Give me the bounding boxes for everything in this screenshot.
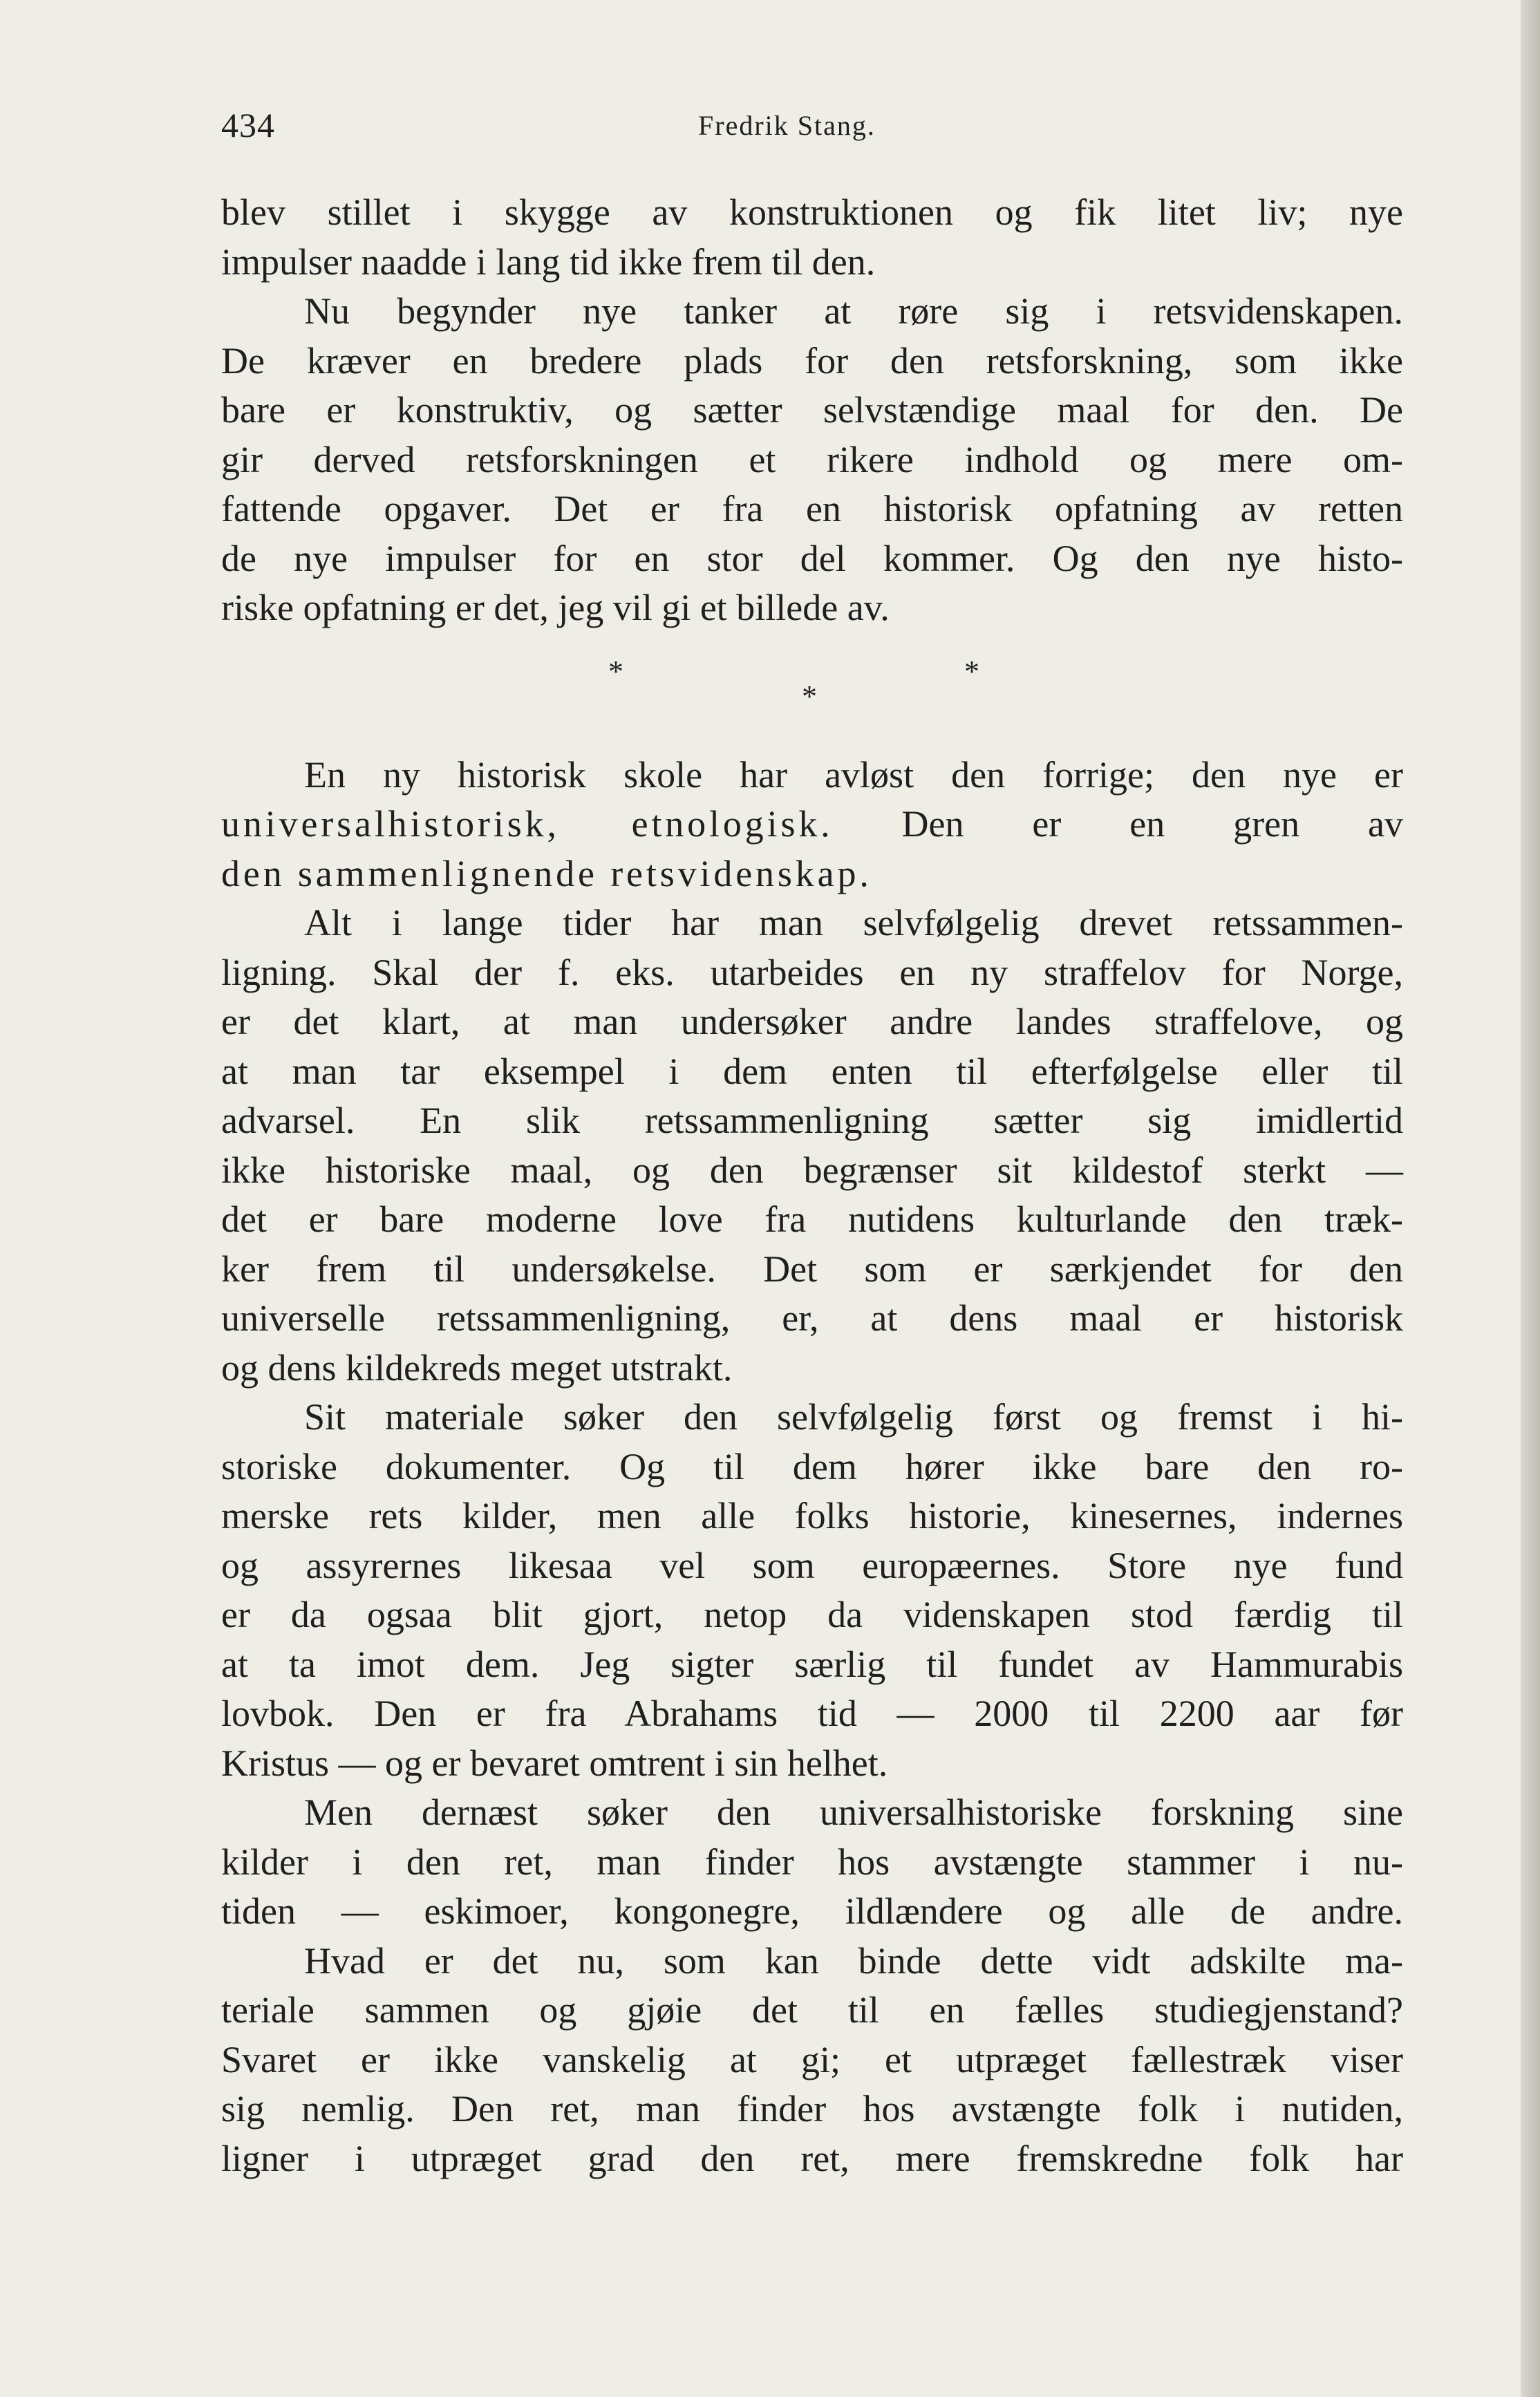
text-line: Hvad er det nu, som kan binde dette vidt adskilte ma- <box>304 1939 1403 1982</box>
text-line: ikke historiske maal, og den begrænser sit kildestof sterkt — <box>221 1149 1403 1191</box>
asterisk-center: * <box>802 679 817 713</box>
text-line: gir derved retsforskningen et rikere indhold og mere om- <box>221 438 1403 480</box>
text-line: Svaret er ikke vanskelig at gi; et utpræget fællestræk viser <box>221 2038 1403 2080</box>
text-line: at ta imot dem. Jeg sigter særlig til fundet av Hammurabis <box>221 1643 1403 1685</box>
text-line: Men dernæst søker den universalhistoriske forskning sine <box>304 1792 1403 1833</box>
text-line: lovbok. Den er fra Abrahams tid — 2000 til 2200 aar før <box>221 1693 1403 1734</box>
text-line: De kræver en bredere plads for den retsforskning, som ikke <box>221 339 1403 382</box>
paragraph-1 <box>221 188 1403 287</box>
text-line: ligner i utpræget grad den ret, mere fremskredne folk har <box>221 2137 1403 2179</box>
text-line: og dens kildekreds meget utstrakt. <box>221 1346 733 1389</box>
text-line: det er bare moderne love fra nutidens kulturlande den træk- <box>221 1198 1403 1240</box>
text-line: storiske dokumenter. Og til dem hører ikke bare den ro- <box>221 1445 1403 1487</box>
text-line: blev stillet i skygge av konstruktionen og fik litet liv; nye <box>221 191 1403 233</box>
text-line: bare er konstruktiv, og sætter selvstændige maal for den. De <box>221 389 1403 431</box>
page-header <box>221 105 1403 160</box>
text-line: teriale sammen og gjøie det til en fælles studiegjenstand? <box>221 1989 1403 2031</box>
text-line: merske rets kilder, men alle folks historie, kinesernes, indernes <box>221 1495 1403 1536</box>
text-line: er det klart, at man undersøker andre landes straffelove, og <box>221 1001 1403 1042</box>
text-line: og assyrernes likesaa vel som europæernes. Store nye fund <box>221 1544 1403 1586</box>
text-segment: Den er en gren av <box>901 803 1403 845</box>
text-line: advarsel. En slik retssammenligning sætter sig imidlertid <box>221 1100 1403 1141</box>
text-line: En ny historisk skole har avløst den forrige; den nye er <box>304 753 1403 796</box>
text-line: sig nemlig. Den ret, man finder hos avstængte folk i nutiden, <box>221 2088 1403 2130</box>
text-line: at man tar eksempel i dem enten til efterfølgelse eller til <box>221 1050 1403 1092</box>
emphasized-text: den sammenlignende retsvidenskap <box>221 852 860 894</box>
text-line: Sit materiale søker den selvfølgelig først og fremst i hi- <box>304 1396 1403 1438</box>
paragraph-6 <box>221 1788 1403 1937</box>
text-line <box>221 800 1403 849</box>
text-line: Nu begynder nye tanker at røre sig i retsvidenskapen. <box>304 290 1403 332</box>
text-line: impulser naadde i lang tid ikke frem til den. <box>221 241 876 283</box>
paragraph-3 <box>221 751 1403 899</box>
body-text <box>221 188 1403 2183</box>
asterisk-right: * <box>964 654 979 688</box>
paragraph-7 <box>221 1937 1403 2184</box>
text-line: ker frem til undersøkelse. Det som er særkjendet for den <box>221 1248 1403 1290</box>
text-line: riske opfatning er det, jeg vil gi et billede av. <box>221 587 890 628</box>
text-line: Alt i lange tider har man selvfølgelig drevet retssammen- <box>304 902 1403 943</box>
text-line: er da ogsaa blit gjort, netop da videnskapen stod færdig til <box>221 1594 1403 1635</box>
section-separator <box>221 633 1403 751</box>
page-edge <box>1521 0 1540 2397</box>
text-line: ligning. Skal der f. eks. utarbeides en ny straffelov for Norge, <box>221 951 1403 993</box>
text-line: Kristus — og er bevaret omtrent i sin helhet. <box>221 1742 888 1784</box>
text-line: de nye impulser for en stor del kommer. Og den nye histo- <box>221 537 1403 579</box>
running-head: Fredrik Stang. <box>698 110 876 141</box>
text-segment: . <box>859 852 869 894</box>
text-line: tiden — eskimoer, kongonegre, ildlændere og alle de andre. <box>221 1890 1403 1932</box>
page-number: 434 <box>221 106 275 144</box>
text-line <box>221 849 1403 899</box>
text-line: fattende opgaver. Det er fra en historisk opfatning av retten <box>221 488 1403 529</box>
text-line: kilder i den ret, man finder hos avstængte stammer i nu- <box>221 1841 1403 1883</box>
asterisk-left: * <box>608 654 623 688</box>
paragraph-2 <box>221 287 1403 633</box>
text-line: universelle retssammenligning, er, at dens maal er historisk <box>221 1297 1403 1339</box>
paragraph-4 <box>221 899 1403 1393</box>
emphasized-text: universalhistorisk, etnologisk. <box>221 803 834 845</box>
paragraph-5 <box>221 1393 1403 1788</box>
